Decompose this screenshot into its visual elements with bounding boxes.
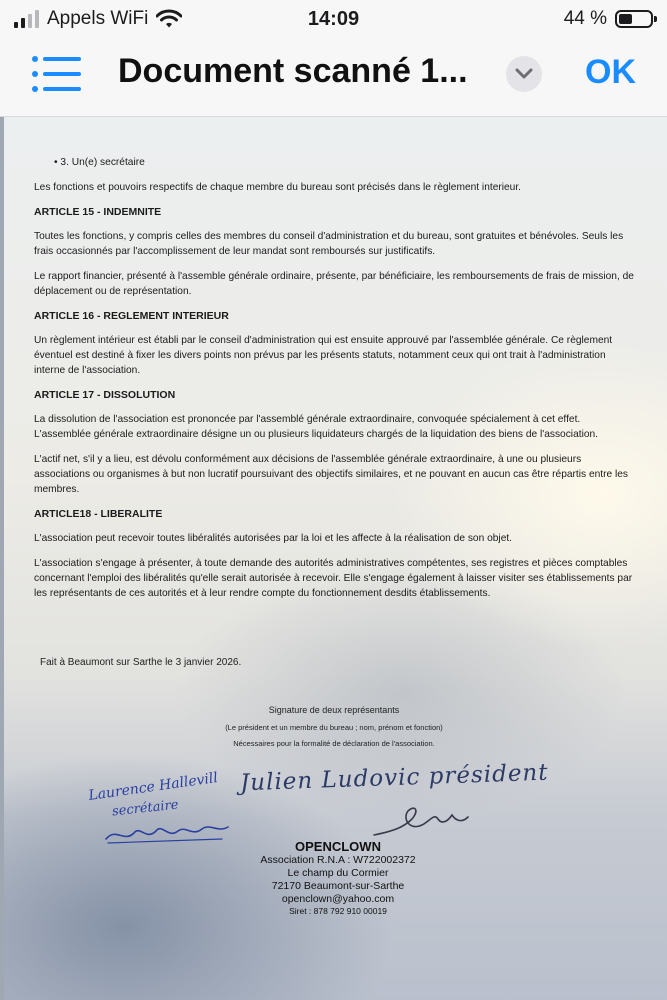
carrier-label: Appels WiFi	[47, 8, 149, 29]
president-signature-scribble	[364, 801, 484, 841]
scanned-page	[4, 117, 667, 1000]
document-body	[34, 155, 634, 611]
article-18-paragraph-2: L'association s'engage à présenter, à toute demande des autorités administratives compétentes, ses registres et pièces comptables concernant l'emploi des libéralités qu'elle serait autorisée à recevoir. Elle s'engage également à laisser visiter ses établissements par les représentants de ces autorités et à leur rendre compte du fonctionnement desdits établissements.	[34, 558, 633, 599]
secretary-handwriting-name: Laurence Hallevill	[87, 770, 219, 804]
signature-instructions	[194, 705, 474, 748]
list-item-text: Un(e) secrétaire	[71, 157, 145, 168]
battery-icon	[615, 10, 653, 28]
signature-heading: Signature de deux représentants	[268, 705, 400, 715]
association-siret: Siret : 878 792 910 00019	[289, 906, 387, 916]
document-title[interactable]: Document scanné 1...	[118, 52, 468, 90]
scan-preview[interactable]	[0, 117, 667, 1000]
battery-percentage: 44 %	[563, 8, 607, 29]
article-17-heading: ARTICLE 17 - DISSOLUTION	[34, 389, 176, 401]
status-bar	[0, 0, 667, 40]
president-handwriting: Julien Ludovic président	[239, 759, 549, 797]
article-17-paragraph-2: L'actif net, s'il y a lieu, est dévolu conformément aux décisions de l'assemblée générale extraordinaire, à une ou plusieurs associations ou organismes à but non lucratif poursuivant des objectifs similaires, et ne pouvant en aucun cas être répartis entre les membres.	[34, 454, 629, 495]
article-16-paragraph-1: Un règlement intérieur est établi par le conseil d'administration qui est ensuite approuvé par l'assemblée générale. Ce règlement éventuel est destiné à fixer les divers points non prévus par les présents statuts, notamment ceux qui ont trait à l'administration interne de l'association.	[34, 335, 613, 376]
place-date-line: Fait à Beaumont sur Sarthe le 3 janvier 2026.	[40, 657, 242, 668]
article-17-paragraph-1: La dissolution de l'association est prononcée par l'assemblé générale extraordinaire, convoquée spécialement à cet effet. L'assemblée générale extraordinaire désigne un ou plusieurs liquidateurs chargés de la liquidation des biens de l'association.	[34, 414, 598, 440]
association-name: OPENCLOWN	[295, 839, 381, 854]
intro-paragraph: Les fonctions et pouvoirs respectifs de chaque membre du bureau sont précisés dans le règlement interieur.	[34, 182, 522, 193]
address-line-2: 72170 Beaumont-sur-Sarthe	[271, 880, 405, 892]
article-15-paragraph-1: Toutes les fonctions, y compris celles des membres du conseil d'administration et du bureau, sont gratuites et bénévoles. Seuls les frais occasionnés par l'accomplissement de leur mandat sont remboursés sur justificatifs.	[34, 231, 624, 257]
address-line-1: Le champ du Cormier	[287, 867, 389, 879]
list-item: • 3. Un(e) secrétaire	[54, 157, 145, 168]
article-15-paragraph-2: Le rapport financier, présenté à l'assemble générale ordinaire, présente, par bénéficiaire, les remboursements de frais de mission, de déplacement ou de représentation.	[34, 271, 634, 297]
article-16-heading: ARTICLE 16 - REGLEMENT INTERIEUR	[34, 310, 229, 322]
clock: 14:09	[307, 8, 360, 30]
list-menu-button[interactable]	[28, 54, 84, 94]
list-icon	[28, 54, 84, 94]
nav-bar	[0, 40, 667, 117]
article-18-heading: ARTICLE18 - LIBERALITE	[34, 508, 163, 520]
association-rna: Association R.N.A : W722002372	[260, 854, 416, 866]
secretary-signature-scribble	[102, 817, 232, 847]
article-18-paragraph-1: L'association peut recevoir toutes libéralités autorisées par la loi et les affecte à la réalisation de son objet.	[34, 533, 513, 544]
article-15-heading: ARTICLE 15 - INDEMNITE	[34, 206, 162, 218]
title-options-button[interactable]	[506, 56, 542, 92]
secretary-handwriting-role: secrétaire	[111, 797, 180, 820]
association-stamp	[248, 839, 428, 916]
association-email: openclown@yahoo.com	[281, 893, 395, 905]
status-right	[564, 8, 653, 30]
chevron-down-icon	[506, 56, 542, 92]
signature-note-2: Nécessaires pour la formalité de déclaration de l'association.	[233, 739, 435, 748]
signature-note: (Le président et un membre du bureau ; nom, prénom et fonction)	[225, 723, 443, 732]
list-item-number: 3.	[60, 157, 69, 168]
ok-button[interactable]: OK	[585, 53, 636, 91]
battery-fill	[619, 14, 632, 24]
